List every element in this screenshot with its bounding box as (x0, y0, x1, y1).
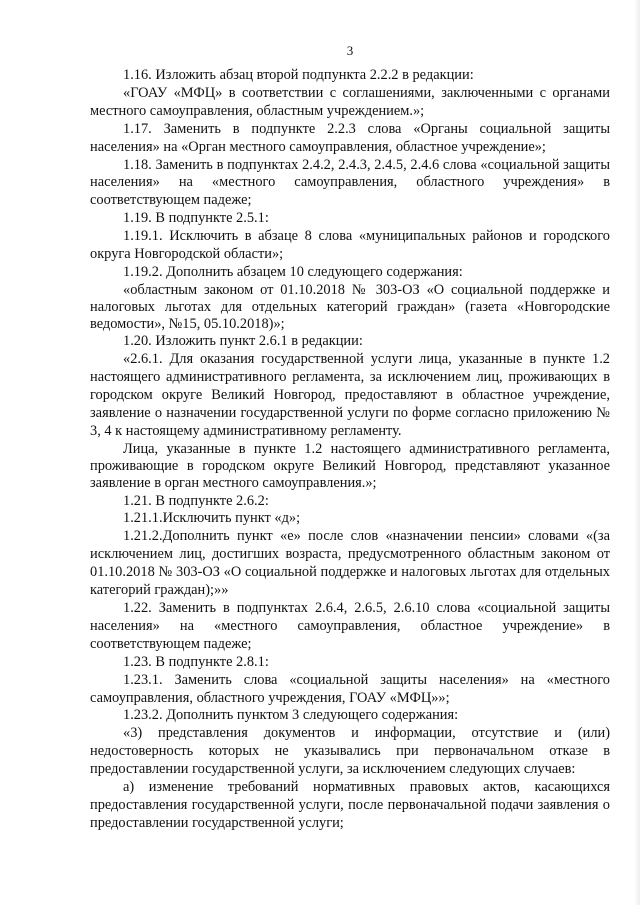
document-body (90, 67, 610, 833)
paragraph: 1.19.1. Исключить в абзаце 8 слова «муниципальных районов и городского округа Новгородской области»; (90, 228, 610, 263)
paragraph: а) изменение требований нормативных правовых актов, касающихся предоставления государственной услуги, после первоначальной подачи заявления о предоставлении государственной услуги; (90, 779, 610, 831)
paragraph: «ГОАУ «МФЦ» в соответствии с соглашениями, заключенными с органами местного самоуправления, областным учреждением.»; (90, 84, 610, 119)
paragraph: 1.19. В подпункте 2.5.1: (123, 210, 269, 227)
paragraph: 1.23. В подпункте 2.8.1: (123, 653, 269, 670)
paragraph: 1.23.2. Дополнить пунктом 3 следующего содержания: (123, 707, 459, 724)
paragraph: 1.23.1. Заменить слова «социальной защиты населения» на «местного самоуправления, областного учреждения, ГОАУ «МФЦ»»; (90, 671, 610, 706)
paragraph: 1.18. Заменить в подпунктах 2.4.2, 2.4.3, 2.4.5, 2.4.6 слова «социальной защиты населения» на «местного самоуправления, областного учреждения» в соответствующем падеже; (90, 156, 610, 209)
paragraph: Лица, указанные в пункте 1.2 настоящего административного регламента, проживающие в городском округе Великий Новгород, представляют указанное заявление в орган местного самоуправления.»; (90, 440, 610, 492)
paragraph: 1.21.1.Исключить пункт «д»; (123, 510, 301, 527)
paragraph: 1.20. Изложить пункт 2.6.1 в редакции: (123, 333, 363, 350)
paragraph: 1.19.2. Дополнить абзацем 10 следующего содержания: (123, 263, 463, 280)
page-number: 3 (346, 43, 354, 58)
paragraph: «областным законом от 01.10.2018 № 303-ОЗ «О социальной поддержке и налоговых льготах для отдельных категорий граждан» (газета «Новгородские ведомости», №15, 05.10.2018)»; (90, 281, 610, 333)
paragraph: 1.21.2.Дополнить пункт «е» после слов «назначении пенсии» словами «(за исключением лиц, достигших возраста, предусмотренного областным законом от 01.10.2018 № 303-ОЗ «О социальной поддержке и налоговых льготах для отдельных категорий граждан);»» (90, 528, 610, 599)
paragraph: 1.21. В подпункте 2.6.2: (123, 492, 269, 509)
paragraph: 1.17. Заменить в подпункте 2.2.3 слова «Органы социальной защиты населения» на «Орган местного самоуправления, областное учреждение»; (90, 120, 610, 155)
paragraph: «2.6.1. Для оказания государственной услуги лица, указанные в пункте 1.2 настоящего административного регламента, за исключением лиц, проживающих в городском округе Великий Новгород, предоставляют в областное учреждение, заявление о назначении государственной услуги по форме согласно приложению № 3, 4 к настоящему административному регламенту. (90, 351, 610, 440)
paragraph: 1.16. Изложить абзац второй подпункта 2.2.2 в редакции: (123, 67, 474, 83)
paragraph: «3) представления документов и информации, отсутствие и (или) недостоверность которых не указывались при первоначальном отказе в предоставлении государственной услуги, за исключением следующих случаев: (90, 725, 610, 778)
scan-edge (634, 0, 640, 905)
paragraph: 1.22. Заменить в подпунктах 2.6.4, 2.6.5, 2.6.10 слова «социальной защиты населения» на «местного самоуправления, областное учреждение» в соответствующем падеже; (90, 599, 610, 652)
